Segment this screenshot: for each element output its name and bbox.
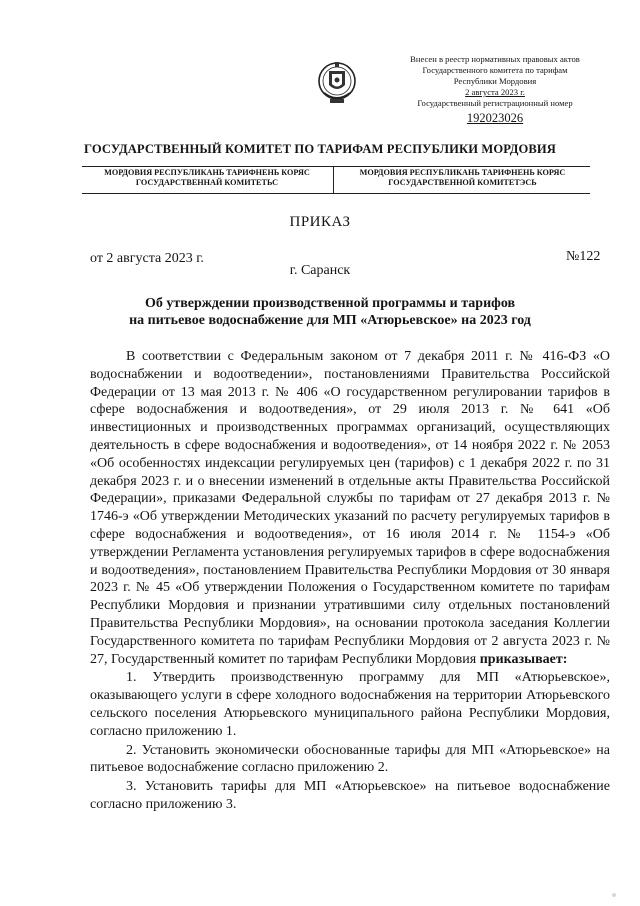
order-item: 2. Установить экономически обоснованные тарифы для МП «Атюрьевское» на питьевое водоснабжение согласно приложению 2. (90, 742, 610, 776)
subtitle-line: ГОСУДАРСТВЕННАЙ КОМИТЕТЬС (135, 178, 279, 187)
header-rule-top (82, 166, 590, 167)
subtitle-moksha (82, 168, 332, 188)
preamble-paragraph (90, 348, 610, 668)
order-date: от 2 августа 2023 г. (90, 251, 204, 266)
registry-line: Государственного комитета по тарифам (422, 65, 568, 75)
coat-of-arms-icon (316, 57, 358, 107)
header-rule-divider (333, 166, 334, 193)
preamble-text: В соответствии с Федеральным законом от 7 декабря 2011 г. № 416-ФЗ «О водоснабжении и водоотведении», постановлениями Правительства Российской Федерации от 13 мая 2013 г. № 406 «О государственном регулировании тарифов в сфере водоснабжения и водоотведения», от 29 июля 2013 г. № 641 «Об инвестиционных и производственных программах организаций, осуществляющих деятельность в сфере водоснабжения и водоотведения», от 14 ноября 2022 г. № 2053 «Об особенностях индексации регулируемых цен (тарифов) с 1 декабря 2022 г. по 31 декабря 2023 г. и о внесении изменений в отдельные акты Правительства Российской Федерации», приказами Федеральной службы по тарифам от 27 декабря 2013 г. № 1746-э «Об утверждении Методических указаний по расчету регулируемых тарифов в сфере водоснабжения и водоотведения», от 16 июля 2014 г. № 1154-э «Об утверждении Регламента установления регулируемых тарифов в сфере водоснабжения и водоотведения», постановлением Правительства Республики Мордовия от 30 января 2023 г. № 45 «Об утверждении Положения о Государственном комитете по тарифам Республики Мордовия и признании утратившими силу отдельных постановлений Правительства Республики Мордовия», на основании протокола заседания Коллегии Государственного комитета по тарифам Республики Мордовия от 2 августа 2023 г. № 27, Государственный комитет по тарифам Республики Мордовия (90, 349, 610, 667)
header-rule-bottom (82, 193, 590, 194)
registry-date: 2 августа 2023 г. (465, 87, 525, 97)
scan-speck (612, 893, 616, 897)
committee-title: ГОСУДАРСТВЕННЫЙ КОМИТЕТ ПО ТАРИФАМ РЕСПУБЛИКИ МОРДОВИЯ (84, 142, 556, 156)
order-body (90, 348, 610, 814)
heading-line: Об утверждении производственной программы и тарифов (144, 296, 516, 311)
subtitle-line: МОРДОВИЯ РЕСПУБЛИКАНЬ ТАРИФНЕНЬ КОРЯС (359, 168, 566, 177)
heading-line: на питьевое водоснабжение для МП «Атюрьевское» на 2023 год (129, 313, 531, 328)
order-item: 3. Установить тарифы для МП «Атюрьевское» на питьевое водоснабжение согласно приложению 3. (90, 779, 610, 812)
registry-line: Внесен в реестр нормативных правовых актов (410, 54, 580, 64)
preamble-bold: приказывает: (479, 651, 568, 667)
registry-number: 192023026 (466, 111, 524, 125)
subtitle-line: МОРДОВИЯ РЕСПУБЛИКАНЬ ТАРИФНЕНЬ КОРЯС (104, 168, 310, 177)
subtitle-erzya (335, 168, 590, 188)
order-number: №122 (566, 249, 601, 264)
subtitle-line: ГОСУДАРСТВЕННОЙ КОМИТЕТЭСЬ (388, 178, 537, 187)
registry-line: Республики Мордовия (453, 76, 537, 86)
registry-note (384, 54, 606, 126)
document-type: ПРИКАЗ (289, 214, 351, 230)
order-heading (60, 295, 600, 329)
registry-reg-label: Государственный регистрационный номер (417, 98, 573, 108)
order-city: г. Саранск (289, 263, 351, 278)
order-item: 1. Утвердить производственную программу для МП «Атюрьевское», оказывающего услуги в сфере холодного водоснабжения на территории Атюрьевского сельского поселения Атюрьевского муниципального района Республики Мордовия, согласно приложению 1. (90, 670, 610, 739)
